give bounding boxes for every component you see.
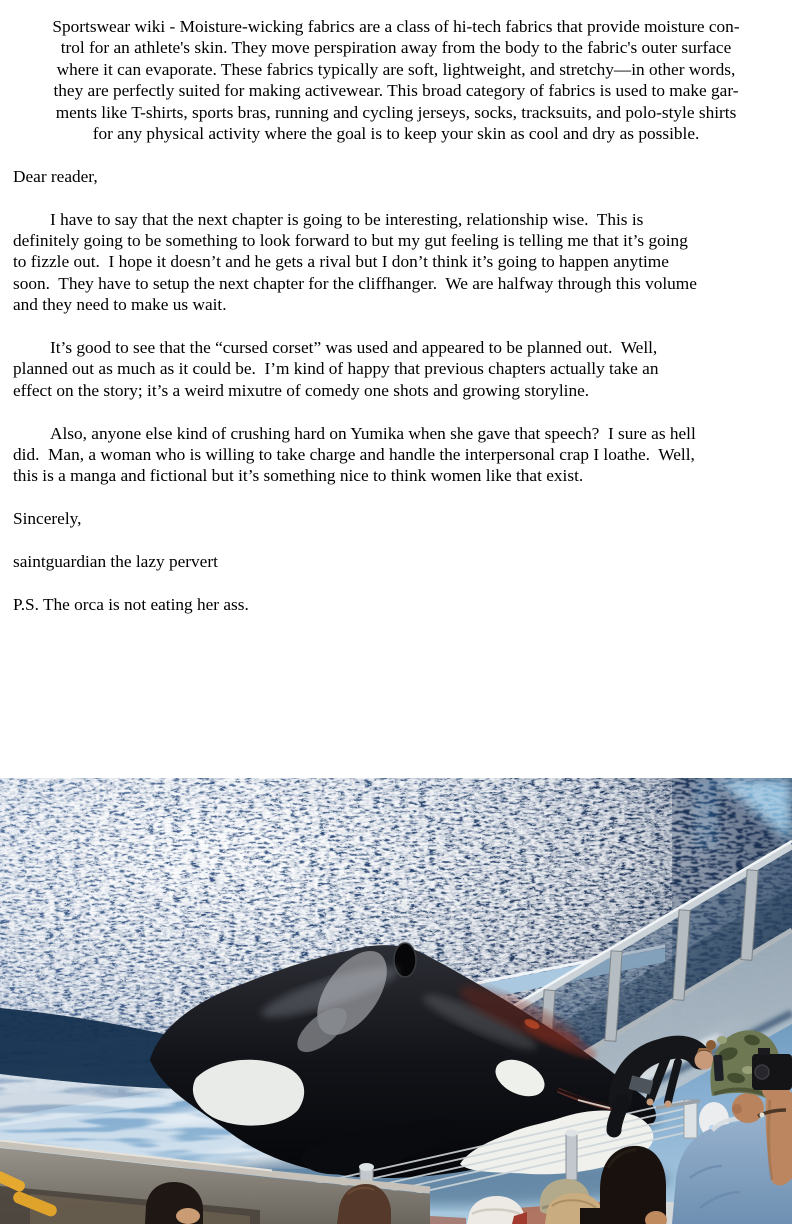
letter-document: [13, 16, 779, 637]
paragraph-yumika: Also, anyone else kind of crushing hard on Yumika when she gave that speech? I sure as hell did. Man, a woman who is willing to take charge and handle the interpersonal crap I loathe. Well, this is a manga and fictional but it’s something nice to think women like that exist.: [13, 423, 696, 486]
phone: [713, 1055, 724, 1082]
paragraph-cursed-corset: It’s good to see that the “cursed corset” was used and appeared to be planned out. Well, planned out as much as it could be. I’m kind of happy that previous chapters actually take an effect on the story; it’s a weird mixutre of comedy one shots and growing storyline.: [13, 338, 659, 400]
orca-photo-illustration: [0, 778, 792, 1224]
trainer-hair-bun: [706, 1040, 716, 1050]
postscript: P.S. The orca is not eating her ass.: [13, 594, 249, 614]
salutation: Dear reader,: [13, 166, 98, 186]
signature: saintguardian the lazy pervert: [13, 552, 218, 572]
paragraph-next-chapter: I have to say that the next chapter is going to be interesting, relationship wise. This is definitely going to be something to look forward to but my gut feeling is telling me that it’s going to fizzle out. I hope it doesn’t and he gets a rival but I don’t think it’s going to happen anytime soon. They have to setup the next chapter for the cliffhanger. We are halfway through this volume and they need to make us wait.: [13, 209, 697, 315]
intro-paragraph: Sportswear wiki - Moisture-wicking fabrics are a class of hi-tech fabrics that provide moisture con- trol for an athlete's skin. They move perspiration away from the body to the fabric's outer surface where it can evaporate. These fabrics typically are soft, lightweight, and stretchy—in other words, they are perfectly suited for making activewear. This broad category of fabrics is used to make gar- ments like T-shirts, sports bras, running and cycling jerseys, socks, tracksuits, and polo-style shirts for any physical activity where the goal is to keep your skin as cool and dry as possible.: [52, 17, 740, 144]
closing: Sincerely,: [13, 509, 82, 529]
trainer-head: [695, 1051, 714, 1070]
camera-lens: [755, 1065, 769, 1079]
orca-photo: [0, 778, 792, 1224]
